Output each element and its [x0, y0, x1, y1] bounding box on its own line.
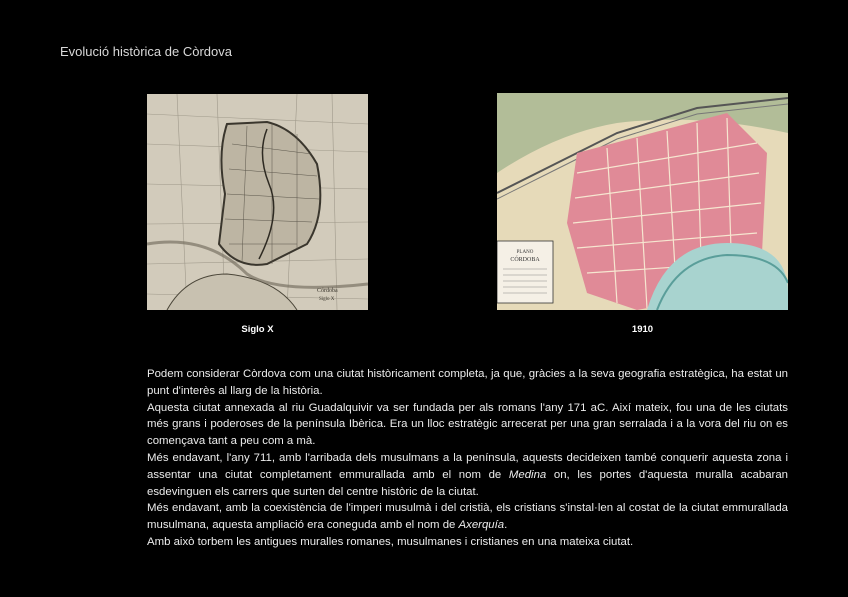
- emphasis-medina: Medina: [508, 468, 547, 481]
- map-1910-image: [497, 93, 788, 310]
- body-text: [147, 366, 788, 551]
- map-label-text: Córdoba: [317, 288, 338, 294]
- figure-caption-right: 1910: [631, 324, 654, 335]
- paragraph-1: Podem considerar Còrdova com una ciutat històricament completa, ja que, gràcies a la seva geografia estratègica, ha estat un punt d'interès al llarg de la història.: [147, 368, 788, 397]
- emphasis-axerquia: Axerquía: [458, 519, 505, 532]
- paragraph-5: Amb això torbem les antigues muralles romanes, musulmanes i cristianes en una mateixa ciutat.: [147, 535, 634, 548]
- svg-text:CÓRDOBA: CÓRDOBA: [510, 257, 540, 263]
- map-siglo-x-image: [147, 94, 368, 310]
- figure-caption-left: Siglo X: [241, 324, 274, 335]
- map-inset-title: PLANO: [516, 250, 534, 255]
- paragraph-4: Més endavant, amb la coexistència de l'imperi musulmà i del cristià, els cristians s'instal·len al costat de la ciutat emmurallada musulmana, aquesta ampliació era coneguda amb el nom de Axerquía.: [147, 502, 788, 532]
- paragraph-2: Aquesta ciutat annexada al riu Guadalquivir va ser fundada per als romans l'any 171 aC. Així mateix, fou una de les ciutats més grans i poderoses de la península Ibèrica. Era un lloc estratègic arrecerat per una gran serralada i a la vora del riu on es començava tant a peu com a mà.: [147, 401, 788, 448]
- svg-text:Siglo X: Siglo X: [319, 297, 335, 302]
- paragraph-3: Més endavant, l'any 711, amb l'arribada dels musulmans a la península, aquests decideixen també conquerir aquesta zona i assentar una ciutat completament emmurallada amb el nom de Medina on, les portes d'aquesta muralla acabaran esdevinguen els carrers que surten del centre històric de la ciutat.: [147, 451, 788, 498]
- page-title: Evolució històrica de Còrdova: [60, 44, 232, 59]
